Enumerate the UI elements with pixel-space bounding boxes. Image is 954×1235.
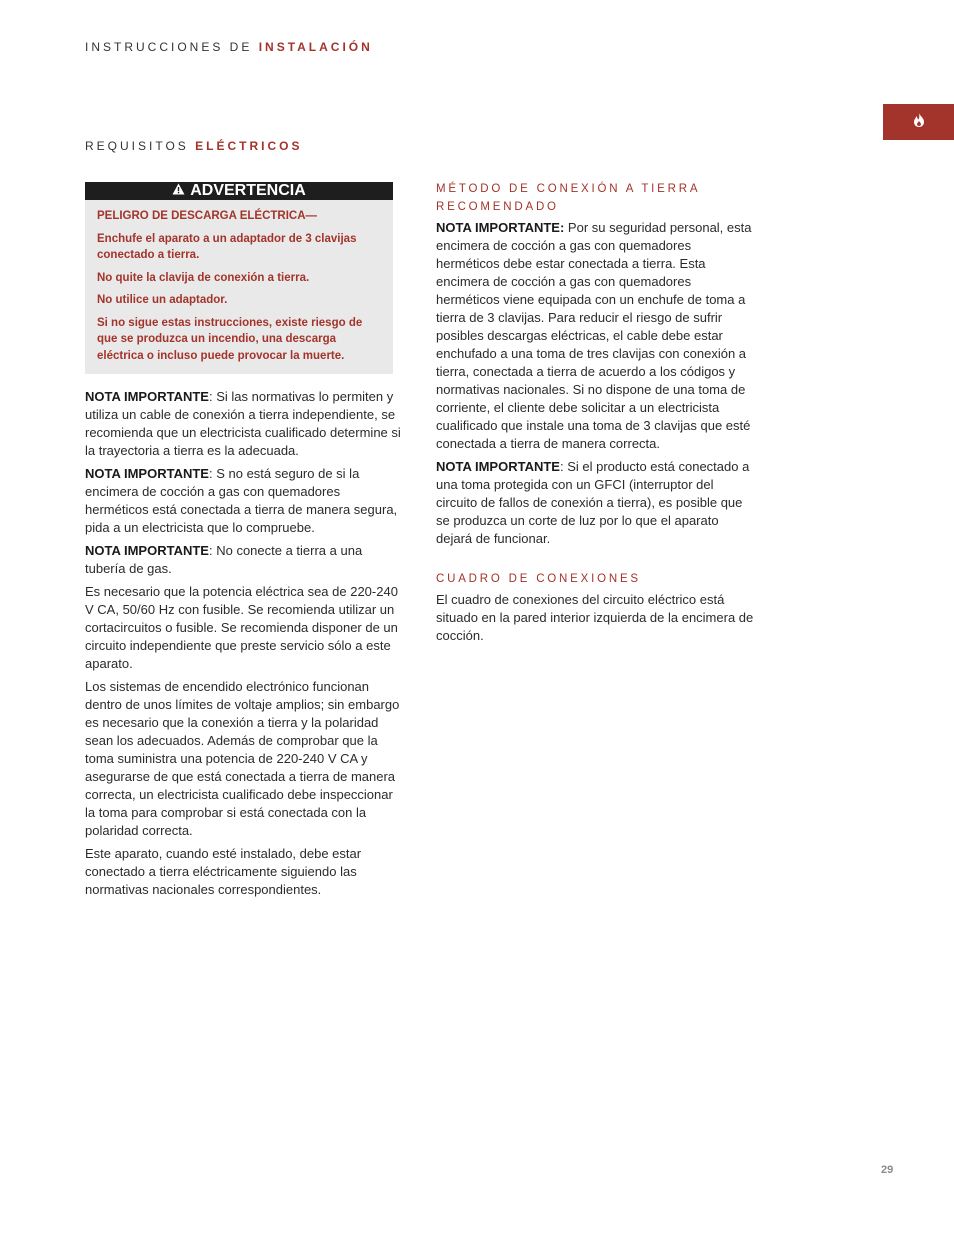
paragraph	[436, 458, 756, 548]
flame-icon	[913, 113, 925, 132]
paragraph	[85, 845, 403, 899]
paragraph-text: : Si el producto está conectado a una toma protegida con un GFCI (interruptor del circuito de fallos de conexión a tierra), es posible que se produzca un corte de luz por lo que el aparato dejará de funcionar.	[436, 459, 750, 546]
paragraph	[85, 388, 403, 460]
paragraph-text: Es necesario que la potencia eléctrica sea de 220-240 V CA, 50/60 Hz con fusible. Se recomienda utilizar un cortacircuitos o fusible. Se recomienda disponer de un circuito independiente que preste servicio sólo a este aparato.	[85, 584, 398, 671]
paragraph	[85, 465, 403, 537]
header-prefix: INSTRUCCIONES DE	[85, 40, 259, 54]
paragraph-text: : No conecte a tierra a una tubería de gas.	[85, 543, 363, 576]
warning-title: ADVERTENCIA	[190, 182, 306, 199]
paragraph: El cuadro de conexiones del circuito eléctrico está situado en la pared interior izquierda de la encimera de cocción.	[436, 592, 754, 643]
warning-triangle-icon	[172, 182, 185, 200]
warning-line: No utilice un adaptador.	[97, 294, 228, 306]
paragraph-text: : Si las normativas lo permiten y utiliza un cable de conexión a tierra independiente, se recomienda que un electricista cualificado determine si la trayectoria a tierra es la adecuada.	[85, 389, 401, 458]
warning-line: No quite la clavija de conexión a tierra.	[97, 271, 310, 284]
note-label: NOTA IMPORTANTE	[85, 543, 209, 558]
paragraph	[436, 219, 756, 453]
note-label: NOTA IMPORTANTE	[436, 459, 560, 474]
warning-box	[85, 182, 393, 374]
section-prefix: REQUISITOS	[85, 139, 196, 153]
paragraph-text: Por su seguridad personal, esta encimera de cocción a gas con quemadores herméticos debe estar conectada a tierra. Esta encimera de cocción a gas con quemadores herméticos viene equipada con un enchufe de toma a tierra de 3 clavijas. Para reducir el riesgo de sufrir posibles descargas eléctricas, el cable debe estar enchufado a una toma de tres clavijas con conexión a tierra, conectada a tierra de acuerdo a los códigos y normativas nacionales. Si no dispone de una toma de corriente, el cliente debe solicitar a un electricista cualificado que instale una toma de 3 clavijas que esté conectada a tierra de manera correcta.	[436, 220, 752, 451]
subheading-grounding: MÉTODO DE CONEXIÓN A TIERRA RECOMENDADO	[436, 183, 700, 213]
note-label: NOTA IMPORTANTE:	[436, 220, 565, 235]
note-label: NOTA IMPORTANTE	[85, 466, 209, 481]
section-accent: ELÉCTRICOS	[195, 139, 303, 153]
warning-line: Enchufe el aparato a un adaptador de 3 clavijas conectado a tierra.	[97, 232, 357, 261]
left-column	[85, 388, 403, 904]
warning-line: PELIGRO DE DESCARGA ELÉCTRICA—	[97, 210, 318, 222]
paragraph	[85, 678, 403, 840]
note-label: NOTA IMPORTANTE	[85, 389, 209, 404]
page-number: 29	[881, 1164, 894, 1176]
section-tab	[883, 104, 954, 140]
paragraph	[85, 583, 403, 673]
running-header	[85, 40, 373, 54]
paragraph-text: : S no está seguro de si la encimera de cocción a gas con quemadores herméticos está conectada a tierra de manera segura, pida a un electricista que lo compruebe.	[85, 466, 398, 535]
paragraph	[85, 542, 403, 578]
warning-body	[85, 200, 393, 374]
header-accent: INSTALACIÓN	[258, 40, 373, 54]
warning-header	[85, 182, 393, 200]
right-column	[436, 180, 756, 650]
paragraph-text: Este aparato, cuando esté instalado, debe estar conectado a tierra eléctricamente siguiendo las normativas nacionales correspondientes.	[85, 846, 362, 897]
warning-line: Si no sigue estas instrucciones, existe riesgo de que se produzca un incendio, una descarga eléctrica o incluso puede provocar la muerte.	[97, 316, 363, 362]
paragraph-text: Los sistemas de encendido electrónico funcionan dentro de unos límites de voltaje amplios; sin embargo es necesario que la conexión a tierra y la polaridad sean los adecuados. Además de comprobar que la toma suministra una potencia de 220-240 V CA y asegurarse de que está conectada a tierra de manera correcta, un electricista cualificado debe inspeccionar la toma para comprobar si está conectada con la polaridad correcta.	[85, 679, 400, 838]
section-title	[85, 139, 302, 153]
subheading-junction-box: CUADRO DE CONEXIONES	[436, 573, 641, 585]
